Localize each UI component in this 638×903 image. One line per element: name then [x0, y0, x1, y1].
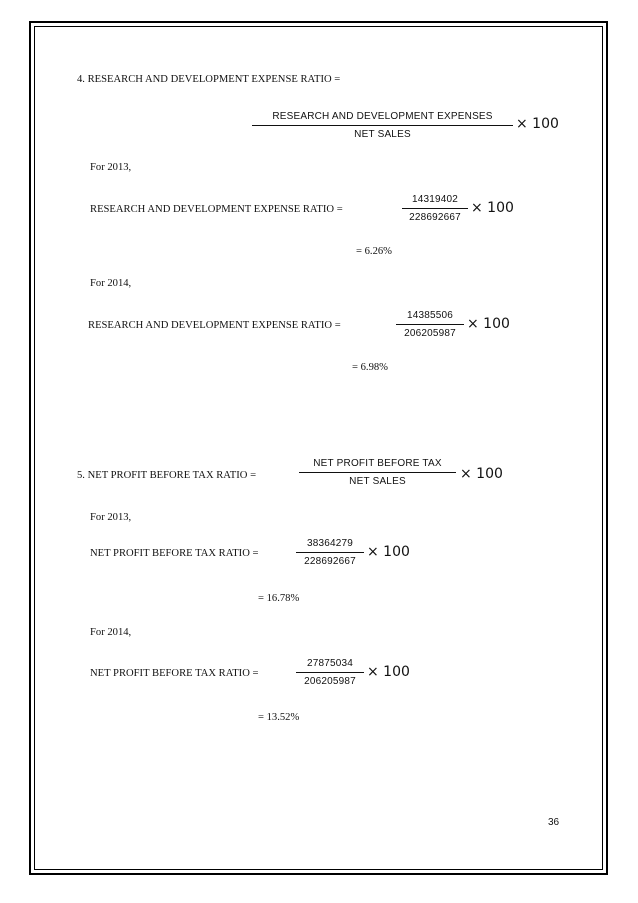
rd-2013-denominator: 228692667 [409, 212, 461, 223]
npbt-formula-numerator: NET PROFIT BEFORE TAX [313, 458, 442, 469]
rd-2013-fraction [402, 194, 468, 224]
rd-2014-numerator: 14385506 [406, 310, 454, 321]
rd-formula-fraction [252, 111, 513, 141]
section-4-heading: 4. RESEARCH AND DEVELOPMENT EXPENSE RATIO = [77, 74, 341, 85]
npbt-formula-fraction [299, 458, 456, 488]
rd-2014-denominator: 206205987 [404, 328, 456, 339]
npbt-2014-result: = 13.52% [258, 712, 300, 723]
rd-2013-lhs: RESEARCH AND DEVELOPMENT EXPENSE RATIO = [90, 204, 343, 215]
rd-formula-numerator: RESEARCH AND DEVELOPMENT EXPENSES [272, 111, 493, 122]
npbt-formula-multiplier: × 100 [460, 466, 503, 482]
rd-2013-multiplier: × 100 [471, 200, 514, 216]
rd-2014-label: For 2014, [90, 278, 132, 289]
npbt-2014-fraction [296, 658, 364, 688]
npbt-2014-multiplier: × 100 [367, 664, 410, 680]
rd-2013-result: = 6.26% [356, 246, 392, 257]
npbt-2013-lhs: NET PROFIT BEFORE TAX RATIO = [90, 548, 259, 559]
page-number: 36 [548, 817, 560, 828]
npbt-2013-fraction [296, 538, 364, 568]
rd-formula-denominator: NET SALES [354, 129, 411, 140]
npbt-2013-numerator: 38364279 [306, 538, 354, 549]
rd-2013-numerator: 14319402 [411, 194, 459, 205]
rd-formula-multiplier: × 100 [516, 116, 559, 132]
page-border-inner [34, 26, 603, 870]
npbt-2014-numerator: 27875034 [306, 658, 354, 669]
rd-2013-label: For 2013, [90, 162, 132, 173]
npbt-2013-multiplier: × 100 [367, 544, 410, 560]
section-5-heading: 5. NET PROFIT BEFORE TAX RATIO = [77, 470, 257, 481]
npbt-2014-denominator: 206205987 [304, 676, 356, 687]
rd-2014-fraction [396, 310, 464, 340]
npbt-2014-lhs: NET PROFIT BEFORE TAX RATIO = [90, 668, 259, 679]
npbt-2013-denominator: 228692667 [304, 556, 356, 567]
npbt-2013-result: = 16.78% [258, 593, 300, 604]
npbt-formula-denominator: NET SALES [349, 476, 406, 487]
npbt-2014-label: For 2014, [90, 627, 132, 638]
npbt-2013-label: For 2013, [90, 512, 132, 523]
rd-2014-lhs: RESEARCH AND DEVELOPMENT EXPENSE RATIO = [88, 320, 341, 331]
rd-2014-multiplier: × 100 [467, 316, 510, 332]
rd-2014-result: = 6.98% [352, 362, 388, 373]
